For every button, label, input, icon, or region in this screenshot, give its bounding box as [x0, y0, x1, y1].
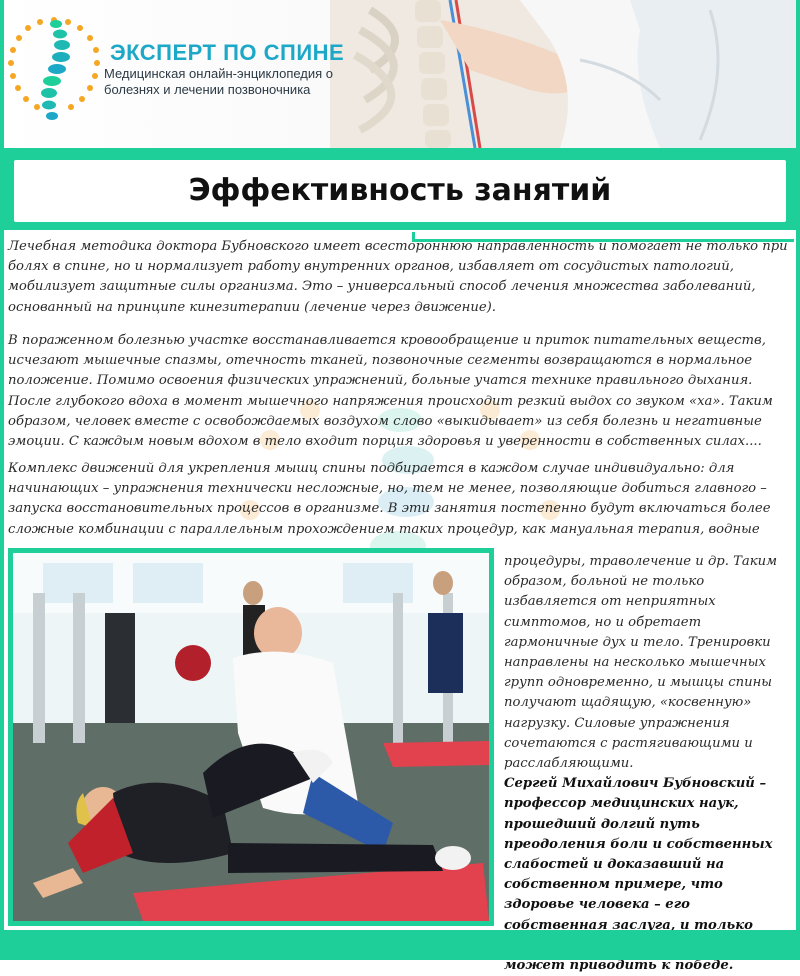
spine-model-illustration — [330, 0, 800, 148]
therapy-photo — [8, 548, 494, 926]
spine-logo-icon — [6, 10, 102, 130]
gym-therapy-image — [13, 553, 489, 921]
logo-subtitle: Медицинская онлайн-энциклопедия о болезнях и лечении позвоночника — [104, 66, 334, 97]
author-quote: Сергей Михайлович Бубновский – профессор медицинских наук, прошедший долгий путь преодоления боли и собственных слабостей и доказавший на собственном примере, что здоровье человека – его собственная заслуга, и только ежедневная работа над собой может приводить к победе. — [504, 776, 773, 974]
article-paragraph-2: В пораженном болезнью участке восстанавливается кровообращение и приток питательных веществ, исчезают мышечные спазмы, отечность тканей, позвоночные сегменты возвращаются в нормальное положение. Помимо освоения физических упражнений, больные учатся технике правильного дыхания. После глубокого вдоха в момент мышечного напряжения происходит резкий выдох со звуком «ха». Таким образом, человек вместе с освобождаемых воздухом слово «выкидывает» из себя болезнь и негативные эмоции. С каждым новым вдохом в тело входит порция здоровья и уверенности в собственных силах.... — [8, 333, 773, 450]
page-title: Эффективность занятий — [188, 173, 612, 208]
article-paragraph-3: Комплекс движений для укрепления мышц спины подбирается в каждом случае индивидуально: для начинающих – упражнения технически несложные, но, тем не менее, позволяющие добиться главного – запуска восстановительных процессов в организме. В эти занятия постепенно будут включаться более сложные комбинации с параллельным прохождением таких процедур, как мануальная терапия, водные — [8, 461, 771, 537]
site-header — [0, 0, 800, 148]
article-sidebar-text — [504, 552, 794, 976]
article-paragraph-1: Лечебная методика доктора Бубновского имеет всестороннюю направленность и помогает не только при болях в спине, но и нормализует работу внутренних органов, избавляет от сосудистых патологий, мобилизует защитные силы организма. Это – универсальный способ лечения множества заболеваний, основанный на принципе кинезитерапии (лечение через движение). — [8, 239, 788, 315]
logo-title[interactable]: ЭКСПЕРТ ПО СПИНЕ — [110, 40, 345, 65]
article-paragraph-3-continued: процедуры, траволечение и др. Таким образом, больной не только избавляется от неприятных симптомов, но и обретает гармоничные дух и тело. Тренировки направлены на несколько мышечных групп одновременно, и мышцы спины получают щадящую, «косвенную» нагрузку. Силовые упражнения сочетаются с растягивающими и расслабляющими. — [504, 554, 778, 772]
